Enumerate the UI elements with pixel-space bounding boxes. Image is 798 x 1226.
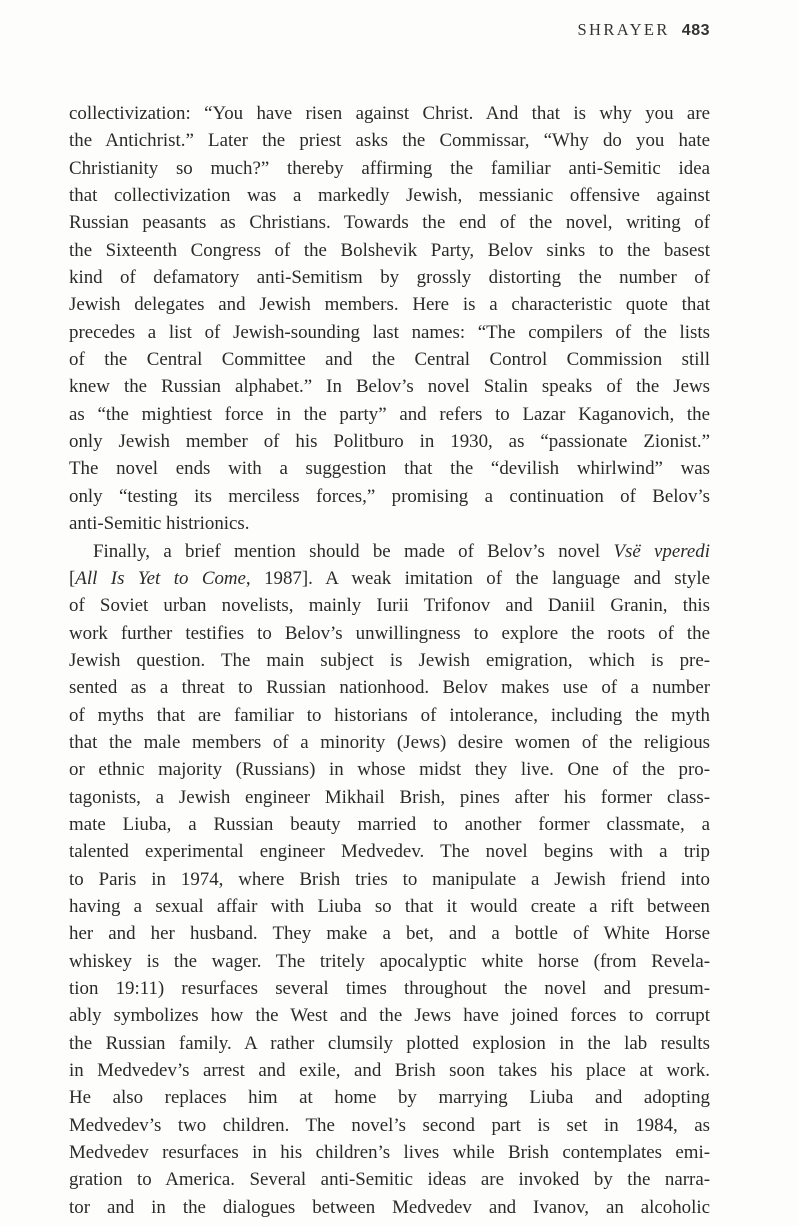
text-line: mate Liuba, a Russian beauty married to another former classmate, a [69,813,710,835]
text-line: of the Central Committee and the Central Control Commission still [69,349,710,371]
text-line: collectivization: “You have risen against Christ. And that is why you are [69,103,710,124]
text-line: only “testing its merciless forces,” promising a continuation of Belov’s [69,485,710,507]
text-line: ably symbolizes how the West and the Jews have joined forces to corrupt [69,1005,710,1027]
text-segment: Finally, a brief mention should be made of Belov’s novel [93,540,614,562]
body-text [69,100,710,1221]
text-line: her and her husband. They make a bet, and a bottle of White Horse [69,923,710,945]
text-line: Russian peasants as Christians. Towards the end of the novel, writing of [69,212,710,234]
text-line: whiskey is the wager. The tritely apocalyptic white horse (from Revela- [69,950,710,972]
text-line: gration to America. Several anti-Semitic ideas are invoked by the narra- [69,1169,710,1191]
text-line: having a sexual affair with Liuba so that it would create a rift between [69,895,710,917]
text-line: work further testifies to Belov’s unwillingness to explore the roots of the [69,622,710,644]
text-line: talented experimental engineer Medvedev. The novel begins with a trip [69,841,710,863]
text-line: only Jewish member of his Politburo in 1930, as “passionate Zionist.” [69,431,710,453]
text-line: The novel ends with a suggestion that the “devilish whirlwind” was [69,458,710,480]
text-line: Jewish question. The main subject is Jewish emigration, which is pre- [69,649,710,671]
text-line: Jewish delegates and Jewish members. Here is a characteristic quote that [69,294,710,316]
text-line: kind of defamatory anti-Semitism by grossly distorting the number of [69,267,710,289]
text-line: that collectivization was a markedly Jewish, messianic offensive against [69,185,710,207]
italic-title: All Is Yet to Come [75,567,246,589]
text-line: knew the Russian alphabet.” In Belov’s novel Stalin speaks of the Jews [69,376,710,398]
text-line: precedes a list of Jewish-sounding last names: “The compilers of the lists [69,321,710,343]
running-head [577,20,710,40]
text-line: of myths that are familiar to historians of intolerance, including the myth [69,704,710,726]
text-line: to Paris in 1974, where Brish tries to manipulate a Jewish friend into [69,868,710,890]
text-line: the Antichrist.” Later the priest asks the Commissar, “Why do you hate [69,130,710,152]
text-line: or ethnic majority (Russians) in whose midst they live. One of the pro- [69,759,710,781]
text-line: that the male members of a minority (Jews) desire women of the religious [69,731,710,753]
text-line: He also replaces him at home by marrying Liuba and adopting [69,1087,710,1109]
page-number: 483 [681,22,710,39]
text-line: the Sixteenth Congress of the Bolshevik Party, Belov sinks to the basest [69,239,710,261]
text-line: tor and in the dialogues between Medvedev and Ivanov, an alcoholic [69,1196,710,1218]
text-line: of Soviet urban novelists, mainly Iurii Trifonov and Daniil Granin, this [69,595,710,617]
text-segment: [ [69,567,76,589]
text-line: the Russian family. A rather clumsily plotted explosion in the lab results [69,1032,710,1054]
text-line: sented as a threat to Russian nationhood. Belov makes use of a number [69,677,710,699]
text-line [69,538,710,565]
text-line: as “the mightiest force in the party” and refers to Lazar Kaganovich, the [69,403,710,425]
text-line: Christianity so much?” thereby affirming the familiar anti-Semitic idea [69,157,710,179]
text-line: Medvedev’s two children. The novel’s second part is set in 1984, as [69,1114,710,1136]
text-line: Medvedev resurfaces in his children’s lives while Brish contemplates emi- [69,1142,710,1164]
text-segment: , 1987]. A weak imitation of the language and style [245,567,710,589]
running-head-author: SHRAYER [577,20,670,39]
italic-title: Vsë vperedi [613,540,710,562]
text-line: tagonists, a Jewish engineer Mikhail Brish, pines after his former class- [69,786,710,808]
text-line: anti-Semitic histrionics. [69,513,250,535]
text-line: in Medvedev’s arrest and exile, and Brish soon takes his place at work. [69,1060,710,1082]
text-line [69,565,710,592]
text-line: tion 19:11) resurfaces several times throughout the novel and presum- [69,978,710,999]
